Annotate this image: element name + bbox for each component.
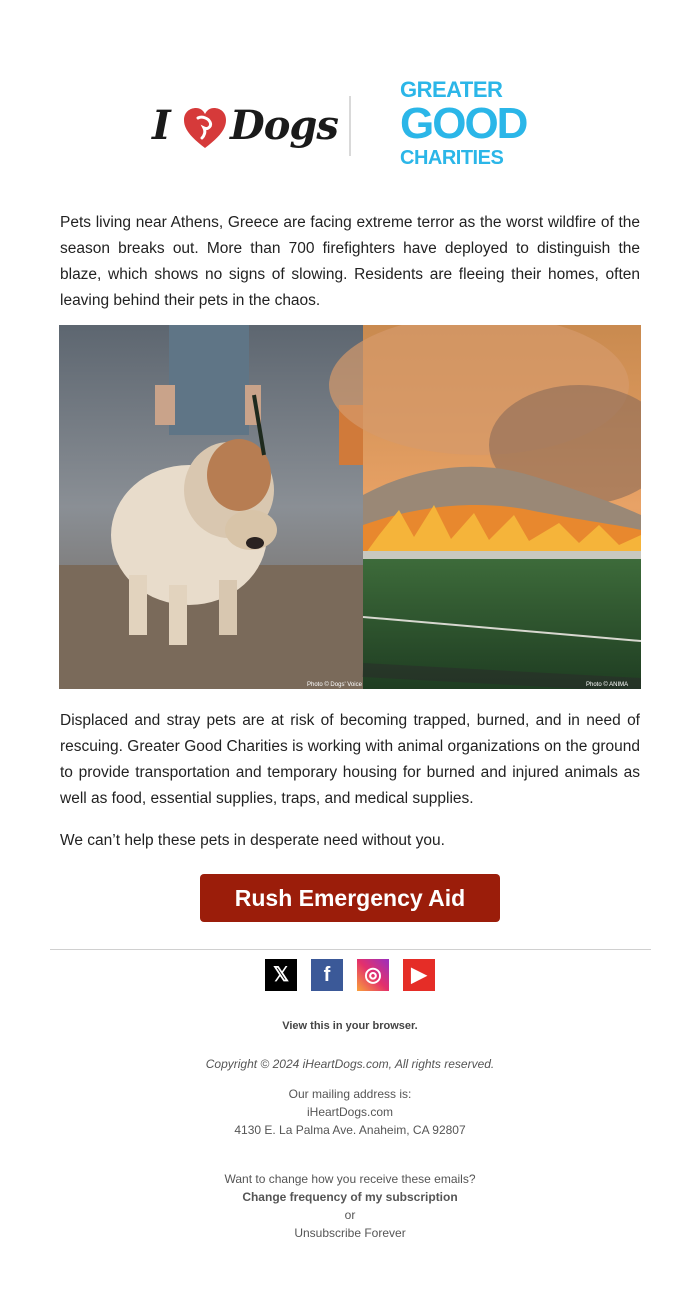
heart-dog-icon (182, 106, 228, 150)
photo-credit-right: Photo © ANIMA (586, 682, 629, 688)
mailing-label: Our mailing address is: (288, 1087, 412, 1101)
change-frequency-link[interactable]: Change frequency of my subscription (242, 1190, 458, 1204)
iheartdogs-logo[interactable] (148, 98, 338, 158)
intro-paragraph: Pets living near Athens, Greece are facing extreme terror as the worst wildfire of the season breaks out. More than 700 firefighters have deployed to distinguish the blaze, which shows no signs of slowing. Residents are fleeing their homes, often leaving behind their pets in the chaos. (60, 214, 640, 309)
view-in-browser-link[interactable]: View this in your browser. (282, 1020, 418, 1032)
or-text: or (344, 1208, 356, 1222)
situation-paragraph: Displaced and stray pets are at risk of becoming trapped, burned, and in need of rescuing. Greater Good Charities is working with animal organizations on the ground to provide transportation and temporary housing for burned and injured animals as well as food, essential supplies, traps, and medical supplies. (60, 712, 640, 807)
logo-divider (349, 96, 351, 156)
rush-emergency-aid-button[interactable]: Rush Emergency Aid (200, 874, 500, 922)
instagram-icon[interactable]: ◎ (357, 959, 389, 991)
change-question: Want to change how you receive these emails? (224, 1172, 476, 1186)
x-twitter-icon[interactable]: 𝕏 (265, 959, 297, 991)
photo-credit-left: Photo © Dogs' Voice (307, 682, 362, 688)
greater-good-charities-logo[interactable] (400, 77, 527, 178)
facebook-icon[interactable]: f (311, 959, 343, 991)
street-address: 4130 E. La Palma Ave. Anaheim, CA 92807 (234, 1123, 466, 1137)
unsubscribe-link[interactable]: Unsubscribe Forever (294, 1226, 406, 1240)
hero-photo[interactable] (59, 325, 641, 689)
logo-word-dogs: Dogs (230, 102, 338, 149)
copyright-text: Copyright © 2024 iHeartDogs.com, All rights reserved. (205, 1057, 495, 1071)
subscription-block (0, 1170, 700, 1242)
company-name: iHeartDogs.com (306, 1105, 394, 1119)
logo-letter-i: I (152, 102, 171, 149)
email-header (0, 72, 700, 182)
footer-divider (50, 949, 651, 950)
ggc-greater: GREATER (400, 77, 503, 102)
ggc-good: GOOD (400, 99, 527, 148)
ggc-charities: CHARITIES (400, 147, 504, 169)
hero-photo-illustration (59, 325, 641, 689)
mailing-address-block (0, 1085, 700, 1139)
social-links (265, 959, 435, 991)
youtube-icon[interactable]: ▶ (403, 959, 435, 991)
appeal-paragraph: We can’t help these pets in desperate need without you. (60, 832, 445, 849)
